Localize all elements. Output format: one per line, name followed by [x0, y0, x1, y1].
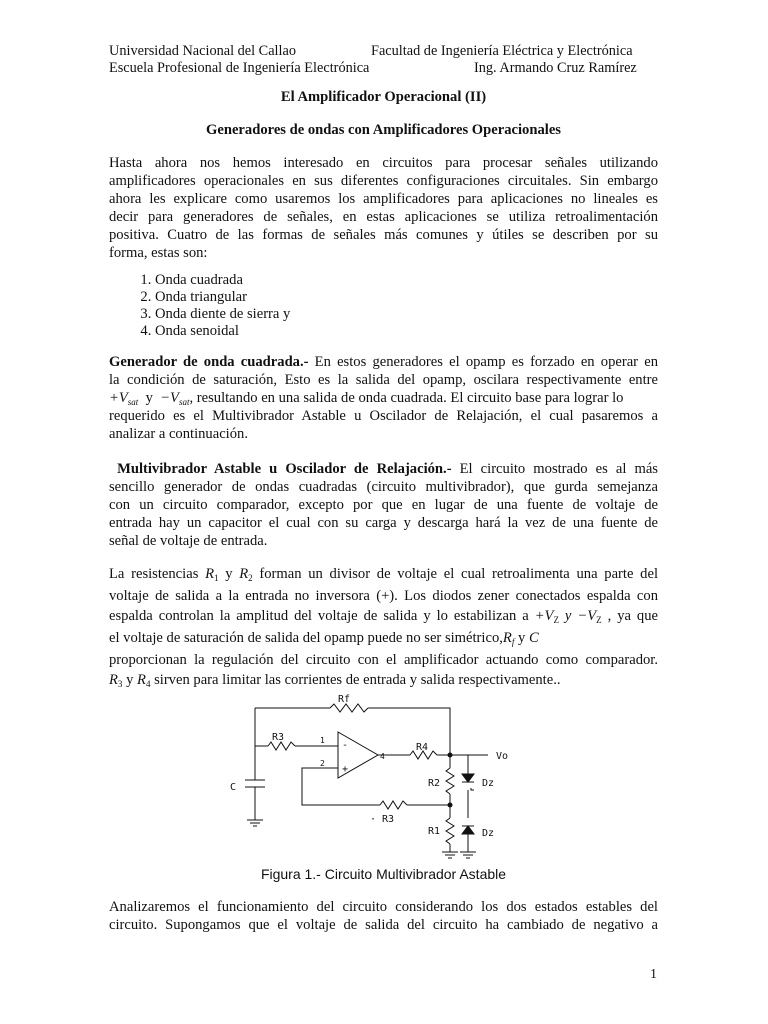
z-sub: Z: [553, 615, 559, 625]
conj-y: y: [145, 390, 153, 406]
final-line: Analizaremos el funcionamiento del circuito considerando los dos estados estables del: [109, 899, 658, 915]
sat-sub: sat: [127, 397, 139, 407]
square-line: , resultando en una salida de onda cuadrada. El circuito base para lograr lo: [189, 390, 624, 406]
list-item: 3. Onda diente de sierra y: [155, 305, 290, 322]
z-sub: Z: [596, 615, 602, 625]
multivib-line: sencillo generador de ondas cuadradas (circuito multivibrador), que gurda semejanza: [109, 479, 658, 495]
multivib-line: señal de voltaje de entrada.: [109, 533, 268, 549]
r-sub: 1: [214, 573, 219, 583]
ground-symbol: [247, 820, 263, 826]
r-sub: 4: [145, 679, 151, 689]
r1-resistor: [446, 818, 454, 844]
vsat-minus: −V: [160, 390, 179, 406]
conj-y: y: [218, 566, 240, 582]
header-school: Escuela Profesional de Ingeniería Electrónica: [109, 60, 370, 76]
multivib-line: entrada hay un capacitor el cual con su carga y descarga hará la vez de una fuente de: [109, 515, 658, 531]
final-line: circuito. Supongamos que el voltaje de salida del circuito ha cambiado de negativo a: [109, 917, 658, 933]
square-line: la condición de saturación, Esto es la salida del opamp, oscilara respectivamente entre: [109, 372, 658, 388]
intro-line: forma, estas son:: [109, 245, 208, 261]
r3-feedback-label: · R3: [370, 814, 395, 825]
header-author: Ing. Armando Cruz Ramírez: [474, 60, 637, 76]
r-sub: 2: [248, 573, 253, 583]
resistors-paragraph: [109, 563, 658, 691]
junction-dot: [448, 803, 452, 807]
list-item: 1. Onda cuadrada: [155, 271, 290, 288]
c-symbol: C: [528, 630, 539, 646]
page-subtitle: Generadores de ondas con Amplificadores Operacionales: [206, 122, 561, 138]
rf-wire-right: [368, 708, 450, 746]
header-university: Universidad Nacional del Callao: [109, 43, 296, 59]
resist-line: espalda controlan la amplitud del voltaje de salida y lo estabilizan a: [109, 608, 535, 624]
vsat-plus: +V: [109, 390, 128, 406]
figure-caption: Figura 1.- Circuito Multivibrador Astable: [260, 866, 507, 882]
multivibrator-paragraph: [109, 460, 658, 550]
capacitor: [245, 780, 265, 787]
vo-label: Vo: [496, 751, 509, 762]
intro-paragraph: [109, 154, 658, 262]
list-item: 2. Onda triangular: [155, 288, 290, 305]
page-number: 1: [650, 967, 657, 982]
r-sub: 3: [117, 679, 123, 689]
intro-line: Hasta ahora nos hemos interesado en circuitos para procesar señales utilizando: [109, 155, 658, 171]
conj-y: y: [514, 630, 529, 646]
square-heading: Generador de onda cuadrada.-: [109, 354, 309, 370]
f-sub: f: [511, 637, 515, 647]
resist-line: sirven para limitar las corrientes de entrada y salida respectivamente..: [150, 672, 561, 688]
inverting-sign: -: [342, 740, 349, 751]
vz-minus: y −V: [558, 608, 597, 624]
pin4-label: 4: [380, 752, 385, 761]
resist-line: voltaje de salida a la entrada no inversora (+). Los diodos zener conectados espalda con: [109, 588, 658, 604]
sat-sub: sat: [178, 397, 190, 407]
dz1-label: Dz: [482, 778, 495, 789]
resist-line: La resistencias: [109, 566, 206, 582]
r-symbol: R: [205, 566, 215, 582]
intro-line: decir para generadores de señales, en estas aplicaciones se utiliza retroalimentación: [109, 209, 658, 225]
r3-label: R3: [272, 732, 285, 743]
zener-wire: [450, 755, 468, 774]
vz-plus: +V: [534, 608, 554, 624]
r-symbol: R: [137, 672, 146, 688]
junction-dot: [448, 753, 452, 757]
zener-diode-2: [462, 826, 474, 834]
r3-feedback-resistor: [380, 801, 407, 809]
r4-label: R4: [416, 742, 429, 753]
multivib-line: El circuito mostrado es al más: [451, 461, 658, 477]
zener-diode-1: [462, 774, 474, 782]
intro-line: positiva. Cuatro de las formas de señales más comunes y útiles se describen por su: [109, 227, 658, 243]
ground-symbol: [460, 852, 476, 858]
square-line: analizar a continuación.: [109, 426, 248, 442]
multivib-heading: Multivibrador Astable u Oscilador de Relajación.-: [117, 461, 452, 477]
multivib-line: con un circuito comparador, excepto por que en lugar de una fuente de voltaje de: [109, 497, 658, 513]
wave-list: [131, 271, 290, 339]
intro-line: ahora les explicare como usaremos los amplificadores para aplicaciones no lineales es: [109, 191, 658, 207]
r2-label: R2: [428, 778, 441, 789]
final-paragraph: [109, 898, 658, 934]
r3-resistor: [268, 742, 295, 750]
capacitor-label: C: [230, 782, 237, 793]
multivibrator-circuit-diagram: [220, 688, 520, 866]
r-symbol: R: [239, 566, 249, 582]
r1-label: R1: [428, 826, 441, 837]
r-symbol: R: [502, 630, 512, 646]
ground-symbol: [442, 852, 458, 858]
pin1-label: 1: [320, 736, 325, 745]
resist-line: proporcionan la regulación del circuito con el amplificador actuando como comparador.: [109, 652, 658, 668]
pin2-label: 2: [320, 759, 325, 768]
rf-label: Rf: [338, 694, 351, 705]
r2-resistor: [446, 768, 454, 794]
square-line: requerido es el Multivibrador Astable u Oscilador de Relajación, el cual pasaremos a: [109, 408, 658, 424]
conj-y: y: [122, 672, 138, 688]
square-line: En estos generadores el opamp es forzado en operar en: [308, 354, 658, 370]
list-item: 4. Onda senoidal: [155, 322, 290, 339]
square-paragraph: [109, 353, 658, 443]
resist-line: el voltaje de saturación de salida del opamp puede no ser simétrico,: [109, 630, 503, 646]
resist-line: , ya que: [601, 608, 658, 624]
dz2-label: Dz: [482, 828, 495, 839]
resist-line: forman un divisor de voltaje el cual retroalimenta una parte del: [252, 566, 658, 582]
r-symbol: R: [109, 672, 118, 688]
rf-resistor: [330, 704, 368, 712]
header-faculty: Facultad de Ingeniería Eléctrica y Electrónica: [371, 43, 633, 59]
noninverting-sign: +: [342, 764, 349, 775]
intro-line: amplificadores operacionales en sus diferentes configuraciones circuitales. Sin embargo: [109, 173, 658, 189]
noninv-wire: [302, 768, 380, 805]
page-title: El Amplificador Operacional (II): [280, 89, 487, 105]
